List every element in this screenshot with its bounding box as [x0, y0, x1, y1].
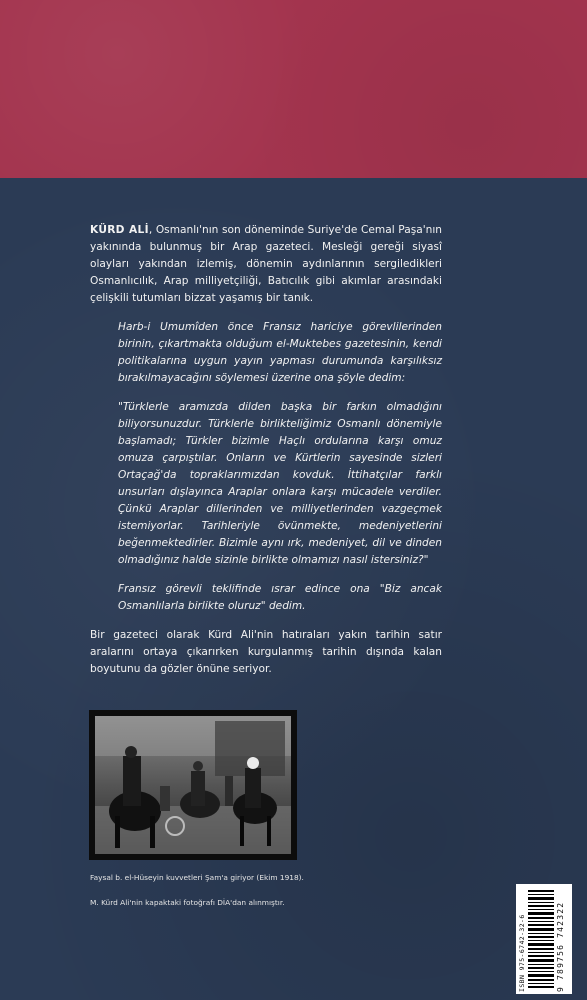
isbn-label: ISBN 975-6742-32-6: [518, 914, 526, 992]
historical-photo: [89, 710, 297, 860]
closing-paragraph: Bir gazeteci olarak Kürd Ali'nin hatıraları yakın tarihin satır aralarını ortaya çıkarırken kurgulanmış tarihin dışında kalan boyutunu da gözler önüne seriyor.: [90, 629, 442, 675]
photo-caption: Faysal b. el-Hüseyin kuvvetleri Şam'a giriyor (Ekim 1918).: [90, 873, 304, 882]
author-name: KÜRD ALİ: [90, 224, 149, 236]
quote-paragraph-2: "Türklerle aramızda dilden başka bir farkın olmadığını biliyorsunuzdur. Türklerle birlikteliğimiz Osmanlı dönemiyle başlamadı; Türkler bizimle Haçlı ordularına karşı omuz omuza çarpıştılar. Onların ve Kürtlerin sayesinde sizleri Ortaçağ'da topraklarımızdan kovduk. İttihatçılar farklı unsurları dışlayınca Araplar onlara karşı mücadele verdiler. Çünkü Araplar dillerinden ve milliyetlerinden vazgeçmek istemiyorlar. Tarihleriyle övünmekte, medeniyetlerini beğenmektedirler. Bizimle aynı ırk, medeniyet, dil ve dinden olmadığınız halde sizinle birlikte olmamızı nasıl istersiniz?": [118, 401, 442, 566]
intro-text: , Osmanlı'nın son döneminde Suriye'de Cemal Paşa'nın yakınında bulunmuş bir Arap gazeteci. Mesleği gereği siyasî olayları yakından izlemiş, dönemin aydınlarının sergiledikleri Osmanlıcılık, Arap milliyetçiliği, Batıcılık gibi akımlar arasındaki çelişkili tutumları bizzat yaşamış bir tanık.: [90, 224, 442, 304]
photo-credit: M. Kürd Ali'nin kapaktaki fotoğrafı DİA'dan alınmıştır.: [90, 898, 285, 907]
isbn-barcode: [516, 884, 572, 994]
top-color-band: [0, 0, 587, 178]
isbn-digits: 9 789756 742322: [556, 901, 565, 992]
cavalry-photo-image: [95, 716, 291, 854]
quote-paragraph-3: Fransız görevli teklifinde ısrar edince ona "Biz ancak Osmanlılarla birlikte oluruz" dedim.: [118, 583, 442, 612]
intro-paragraph: [90, 222, 442, 307]
back-cover-text: [90, 222, 442, 690]
quote-paragraph-1: Harb-i Umumîden önce Fransız hariciye görevlilerinden birinin, çıkartmakta olduğum el-Muktebes gazetesinin, kendi politikalarına uygun yayın yapması durumunda karşılıksız bırakılmayacağını söylemesi üzerine ona şöyle dedim:: [118, 321, 442, 384]
